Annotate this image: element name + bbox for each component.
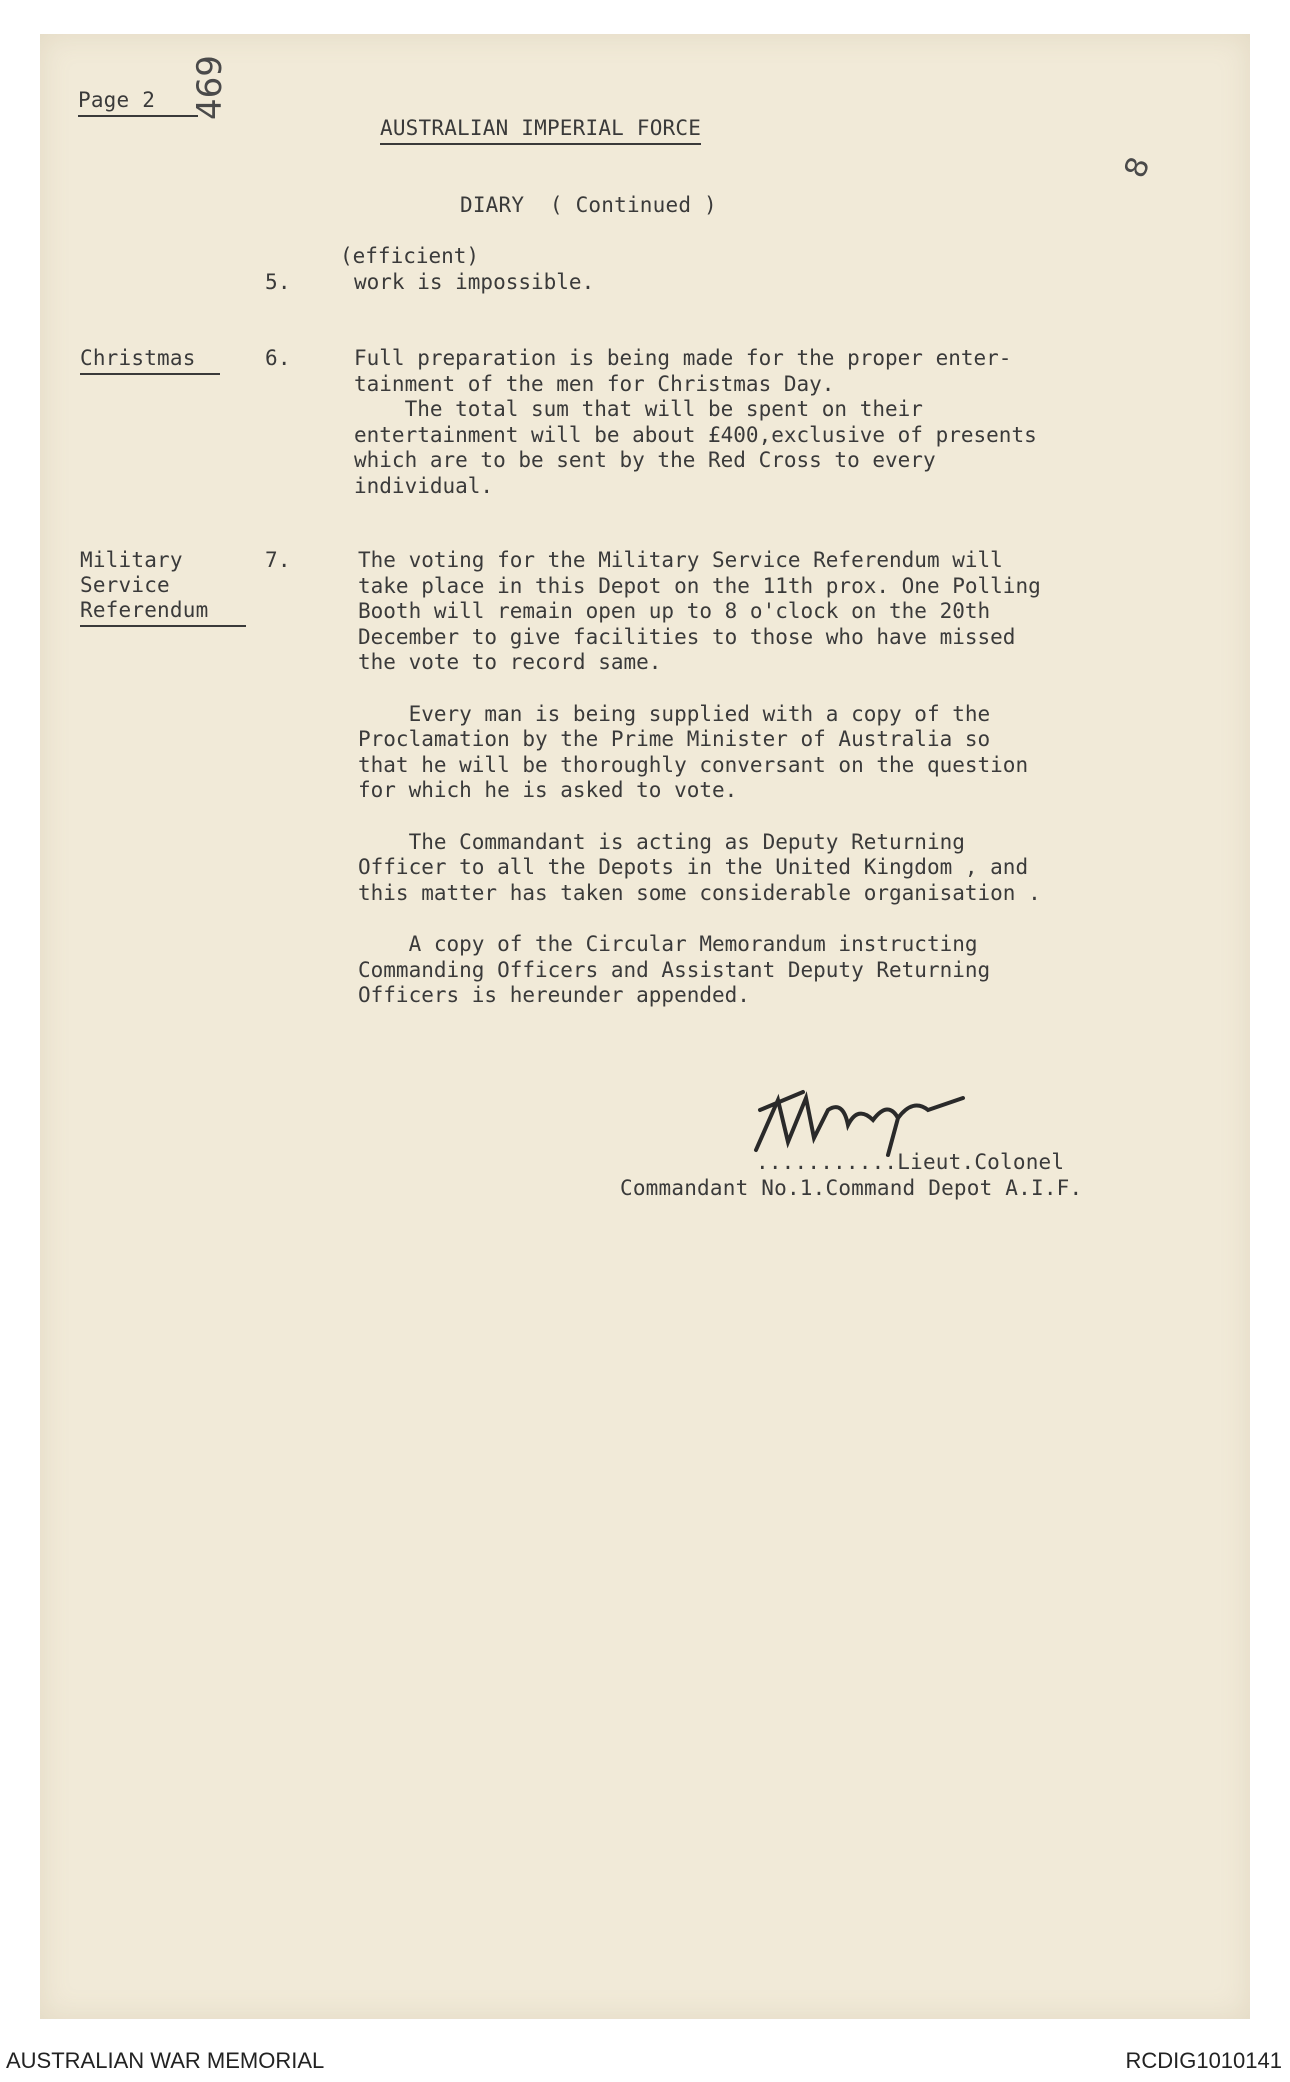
item-line: which are to be sent by the Red Cross to every [354, 448, 936, 473]
document-subheading: DIARY ( Continued ) [460, 193, 717, 217]
item-line: Every man is being supplied with a copy of the [358, 701, 991, 726]
side-heading: Service [80, 573, 170, 597]
footer-left: AUSTRALIAN WAR MEMORIAL [6, 2048, 325, 2073]
item-line: individual. [354, 474, 494, 498]
document-heading: AUSTRALIAN IMPERIAL FORCE [380, 116, 701, 145]
document-page [40, 34, 1250, 2019]
item-line: take place in this Depot on the 11th prox. One Polling [358, 573, 1041, 598]
signature-rank: ...........Lieut.Colonel [756, 1150, 1065, 1174]
item-number: 6. [265, 346, 291, 370]
folio-number: 469 [190, 55, 230, 120]
item-line: The voting for the Military Service Referendum will [358, 548, 1003, 572]
handwritten-signature [748, 1080, 978, 1160]
item-line: A copy of the Circular Memorandum instructing [358, 932, 978, 956]
side-heading: Referendum [80, 598, 246, 627]
signature-title: Commandant No.1.Command Depot A.I.F. [620, 1176, 1083, 1200]
item-line: that he will be thoroughly conversant on the question [358, 752, 1029, 777]
footer-right: RCDIG1010141 [1125, 2048, 1282, 2073]
item-line: work is impossible. [354, 270, 595, 294]
item-line: December to give facilities to those who have missed [358, 624, 1016, 649]
corner-number: 8 [1117, 152, 1158, 183]
item-line: The total sum that will be spent on their [354, 397, 923, 422]
item-line: the vote to record same. [358, 650, 662, 675]
item-line: Officer to all the Depots in the United Kingdom , and [358, 855, 1029, 880]
side-heading: Christmas [80, 346, 220, 375]
item-line: (efficient) [340, 244, 480, 268]
item-line: Commanding Officers and Assistant Deputy Returning [358, 957, 991, 982]
item-number: 7. [265, 548, 291, 572]
item-number: 5. [265, 270, 291, 294]
item-line: Officers is hereunder appended. [358, 983, 750, 1008]
item-line: Full preparation is being made for the proper enter- [354, 346, 1012, 370]
side-heading: Military [80, 548, 183, 572]
page-label: Page 2 [78, 88, 198, 117]
item-line: for which he is asked to vote. [358, 778, 738, 803]
item-line: Proclamation by the Prime Minister of Australia so [358, 727, 991, 752]
item-line: this matter has taken some considerable organisation . [358, 880, 1041, 905]
item-line: tainment of the men for Christmas Day. [354, 371, 835, 396]
item-line: The Commandant is acting as Deputy Returning [358, 829, 965, 854]
item-line: Booth will remain open up to 8 o'clock on the 20th [358, 599, 991, 624]
item-line: entertainment will be about £400,exclusive of presents [354, 422, 1037, 447]
